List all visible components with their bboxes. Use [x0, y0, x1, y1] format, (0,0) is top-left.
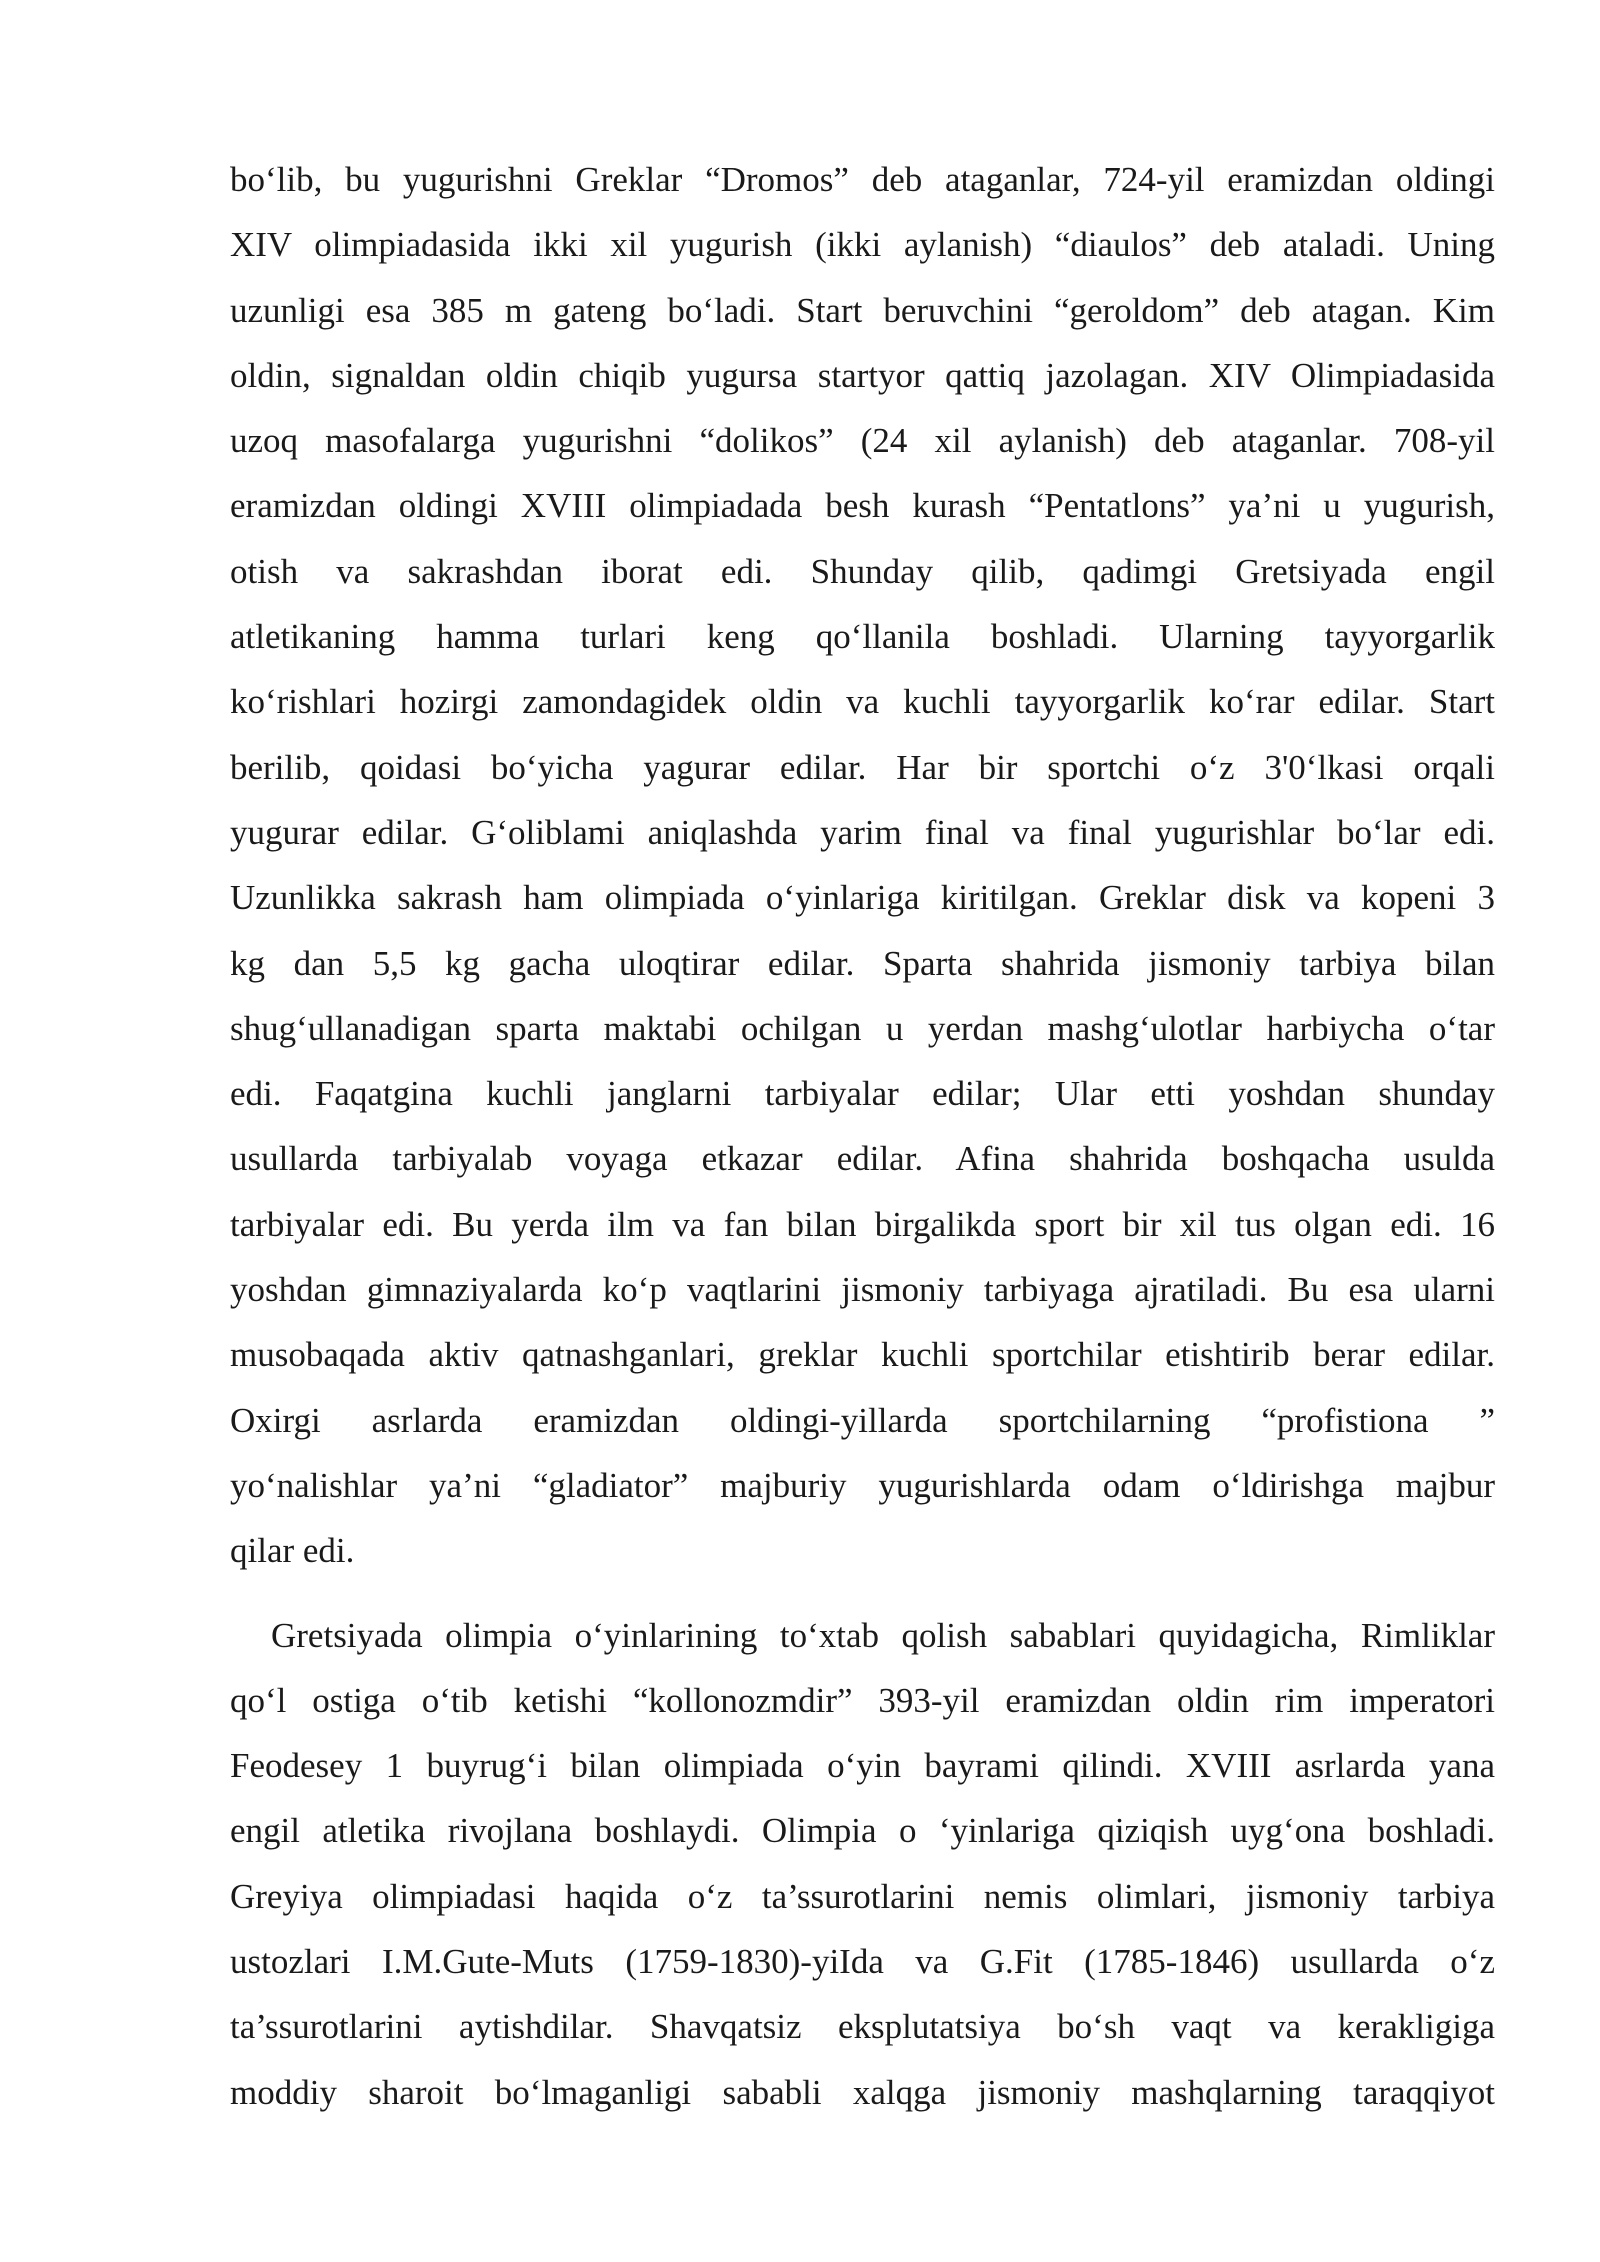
text-line: shug‘ullanadigan sparta maktabi ochilgan u yerdan mashg‘ulotlar harbiycha o‘tar	[230, 1008, 1495, 1048]
text-line: Oxirgi asrlarda eramizdan oldingi-yillarda sportchilarning “profistiona ”	[230, 1400, 1495, 1440]
text-line: musobaqada aktiv qatnashganlari, greklar kuchli sportchilar etishtirib berar edilar.	[230, 1335, 1495, 1375]
text-line: otish va sakrashdan iborat edi. Shunday qilib, qadimgi Gretsiyada engil	[230, 551, 1495, 591]
text-line: Greyiya olimpiadasi haqida o‘z ta’ssurotlarini nemis olimlari, jismoniy tarbiya	[230, 1876, 1495, 1916]
text-line: eramizdan oldingi XVIII olimpiadada besh kurash “Pentatlons” ya’ni u yugurish,	[230, 486, 1495, 526]
text-line: usullarda tarbiyalab voyaga etkazar edilar. Afina shahrida boshqacha usulda	[230, 1139, 1495, 1179]
text-line: atletikaning hamma turlari keng qo‘llanila boshladi. Ularning tayyorgarlik	[230, 617, 1495, 657]
text-line: yugurar edilar. G‘oliblami aniqlashda yarim final va final yugurishlar bo‘lar edi.	[230, 812, 1495, 852]
text-line: kg dan 5,5 kg gacha uloqtirar edilar. Sparta shahrida jismoniy tarbiya bilan	[230, 943, 1495, 983]
text-line: qilar edi.	[230, 1531, 355, 1571]
text-line: yoshdan gimnaziyalarda ko‘p vaqtlarini jismoniy tarbiyaga ajratiladi. Bu esa ularni	[230, 1270, 1495, 1310]
text-line: ko‘rishlari hozirgi zamondagidek oldin va kuchli tayyorgarlik ko‘rar edilar. Start	[230, 682, 1495, 722]
page-content	[230, 147, 1495, 2125]
text-line: oldin, signaldan oldin chiqib yugursa startyor qattiq jazolagan. XIV Olimpiadasida	[230, 355, 1495, 395]
text-line: yo‘nalishlar ya’ni “gladiator” majburiy yugurishlarda odam o‘ldirishga majbur	[230, 1465, 1495, 1505]
text-line: moddiy sharoit bo‘lmaganligi sababli xalqga jismoniy mashqlarning taraqqiyot	[230, 2072, 1495, 2112]
text-line-content: Gretsiyada olimpia o‘yinlarining to‘xtab qolish sabablari quyidagicha, Rimliklar	[271, 1615, 1495, 1655]
paragraph-1	[230, 147, 1495, 1584]
text-line: Uzunlikka sakrash ham olimpiada o‘yinlariga kiritilgan. Greklar disk va kopeni 3	[230, 878, 1495, 918]
text-line: berilib, qoidasi bo‘yicha yagurar edilar. Har bir sportchi o‘z 3'0‘lkasi orqali	[230, 747, 1495, 787]
text-line: tarbiyalar edi. Bu yerda ilm va fan bilan birgalikda sport bir xil tus olgan edi. 16	[230, 1204, 1495, 1244]
text-line: uzoq masofalarga yugurishni “dolikos” (24 xil aylanish) deb ataganlar. 708-yil	[230, 421, 1495, 461]
text-line	[230, 1603, 1495, 1668]
paragraph-2	[230, 1603, 1495, 2125]
text-line: Feodesey 1 buyrug‘i bilan olimpiada o‘yin bayrami qilindi. XVIII asrlarda yana	[230, 1746, 1495, 1786]
text-line: qo‘l ostiga o‘tib ketishi “kollonozmdir” 393-yil eramizdan oldin rim imperatori	[230, 1680, 1495, 1720]
text-line: XIV olimpiadasida ikki xil yugurish (ikki aylanish) “diaulos” deb ataladi. Uning	[230, 225, 1495, 265]
text-line: engil atletika rivojlana boshlaydi. Olimpia o ‘yinlariga qiziqish uyg‘ona boshladi.	[230, 1811, 1495, 1851]
text-line: uzunligi esa 385 m gateng bo‘ladi. Start beruvchini “geroldom” deb atagan. Kim	[230, 290, 1495, 330]
text-line: bo‘lib, bu yugurishni Greklar “Dromos” deb ataganlar, 724-yil eramizdan oldingi	[230, 160, 1495, 199]
text-line: edi. Faqatgina kuchli janglarni tarbiyalar edilar; Ular etti yoshdan shunday	[230, 1074, 1495, 1114]
text-line: ustozlari I.M.Gute-Muts (1759-1830)-yiIda va G.Fit (1785-1846) usullarda o‘z	[230, 1942, 1495, 1982]
text-line: ta’ssurotlarini aytishdilar. Shavqatsiz eksplutatsiya bo‘sh vaqt va kerakligiga	[230, 2007, 1495, 2047]
